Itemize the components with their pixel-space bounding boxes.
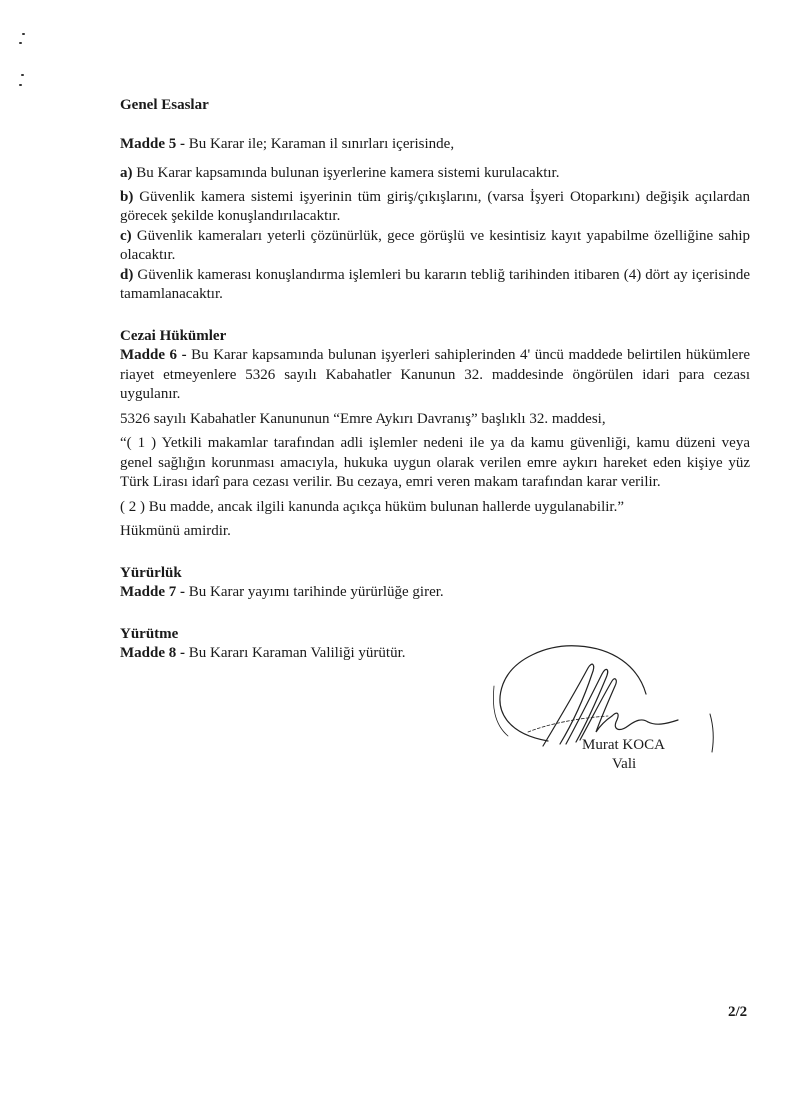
item-a-label: a) (120, 165, 133, 181)
law-quote-1: “( 1 ) Yetkili makamlar tarafından adli işlemler nedeni ile ya da kamu güvenliği, kamu düzeni veya genel sağlığın korunması amacıyla, hukuka uygun olarak verilen emre aykırı hareket eden kişiye yüz Türk Lirası idarî para cezası verilir. Bu cezaya, emri veren makam tarafından karar verilir. (120, 435, 750, 490)
section-heading-yururluk: Yürürlük (120, 564, 182, 581)
item-d-label: d) (120, 266, 134, 283)
item-b-label: b) (120, 188, 134, 205)
article-7 (120, 583, 750, 603)
page-number: 2/2 (728, 1004, 748, 1020)
article-5-item-d (120, 266, 750, 305)
scan-speck (19, 42, 22, 44)
item-d-text: Güvenlik kamerası konuşlandırma işlemleri bu kararın tebliğ tarihinden itibaren (4) dört ay içerisinde tamamlanacaktır. (120, 266, 750, 302)
article-5-item-a (120, 164, 750, 184)
item-a-text: Bu Karar kapsamında bulunan işyerlerine kamera sistemi kurulacaktır. (132, 165, 560, 181)
scan-speck (22, 33, 25, 35)
item-c-text: Güvenlik kameraları yeterli çözünürlük, gece görüşlü ve kesintisiz kayıt yapabilme özelliğine sahip olacaktır. (120, 227, 750, 263)
article-7-text: Bu Karar yayımı tarihinde yürürlüğe girer. (185, 584, 444, 600)
article-5-text: Bu Karar ile; Karaman il sınırları içerisinde, (185, 135, 455, 152)
scan-speck (19, 84, 22, 86)
document-body (120, 96, 750, 664)
handwritten-signature (488, 636, 728, 786)
article-6-label: Madde 6 - (120, 347, 187, 363)
article-5-item-c (120, 227, 750, 266)
law-intro: 5326 sayılı Kabahatler Kanununun “Emre Aykırı Davranış” başlıklı 32. maddesi, (120, 410, 606, 427)
item-b-text: Güvenlik kamera sistemi işyerinin tüm giriş/çıkışlarını, (varsa İşyeri Otoparkını) değişik açılardan görecek şekilde konuşlandırılacaktır. (120, 188, 750, 224)
section-heading-yurutme: Yürütme (120, 625, 179, 642)
section-heading-cezai-hukumler: Cezai Hükümler (120, 327, 227, 344)
article-6-text: Bu Karar kapsamında bulunan işyerleri sahiplerinden 4' üncü maddede belirtilen hükümlere riayet etmeyenlere 5326 sayılı Kabahatler Kanunun 32. maddesinde öngörülen idari para cezası uygulanır. (120, 347, 750, 402)
signatory-title: Vali (612, 756, 637, 772)
article-8-text: Bu Kararı Karaman Valiliği yürütür. (185, 645, 406, 661)
section-heading-genel-esaslar: Genel Esaslar (120, 97, 209, 113)
signatory-name: Murat KOCA (582, 737, 665, 753)
closing-line: Hükmünü amirdir. (120, 523, 231, 539)
article-6 (120, 346, 750, 405)
signature-block (488, 636, 728, 786)
article-5-label: Madde 5 - (120, 135, 185, 152)
item-c-label: c) (120, 227, 132, 244)
article-8-label: Madde 8 - (120, 645, 185, 661)
scan-speck (21, 74, 24, 76)
article-5-item-b (120, 188, 750, 227)
law-quote-2: ( 2 ) Bu madde, ancak ilgili kanunda açıkça hüküm bulunan hallerde uygulanabilir.” (120, 498, 625, 515)
article-5-intro (120, 135, 750, 155)
article-7-label: Madde 7 - (120, 584, 185, 600)
